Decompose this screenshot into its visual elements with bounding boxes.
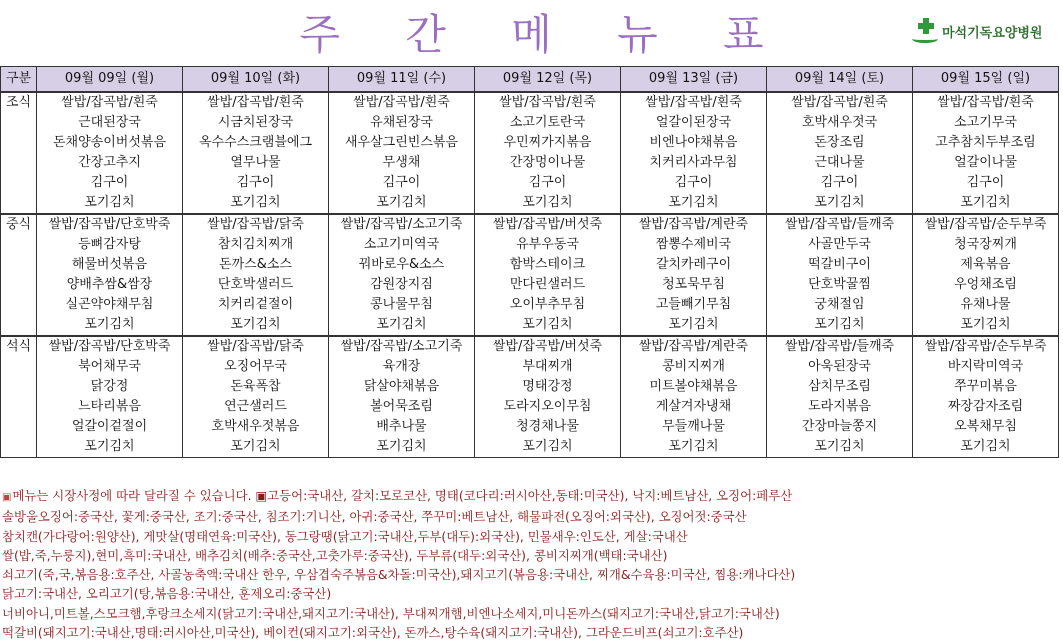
menu-cell: 오이부추무침 bbox=[475, 295, 621, 315]
note-line bbox=[2, 507, 1060, 526]
menu-cell: 쌀밥/잡곡밥/들깨죽 bbox=[767, 214, 913, 235]
menu-cell: 쌀밥/잡곡밥/흰죽 bbox=[37, 92, 183, 113]
menu-cell: 사골만두국 bbox=[767, 235, 913, 255]
menu-row bbox=[1, 275, 1059, 295]
menu-cell: 우민찌가지볶음 bbox=[475, 133, 621, 153]
menu-cell: 쭈꾸미볶음 bbox=[913, 377, 1059, 397]
note-line bbox=[2, 604, 1060, 623]
menu-row bbox=[1, 437, 1059, 458]
menu-cell: 간장마늘쫑지 bbox=[767, 417, 913, 437]
menu-cell: 김구이 bbox=[37, 173, 183, 193]
menu-cell: 옥수수스크램블에그 bbox=[183, 133, 329, 153]
menu-cell: 쌀밥/잡곡밥/버섯죽 bbox=[475, 214, 621, 235]
day-header: 09월 09일 (월) bbox=[37, 67, 183, 93]
note-text: 너비아니,미트볼,스모크햄,후랑크소세지(닭고기:국내산,돼지고기:국내산), 부대찌개햄,비엔나소세지,미니돈까스(돼지고기:국내산,닭고기:국내산) bbox=[2, 605, 780, 621]
menu-cell: 쌀밥/잡곡밥/흰죽 bbox=[183, 92, 329, 113]
menu-cell: 북어채무국 bbox=[37, 357, 183, 377]
menu-cell: 콩나물무침 bbox=[329, 295, 475, 315]
menu-cell: 함박스테이크 bbox=[475, 255, 621, 275]
menu-cell: 오복채무침 bbox=[913, 417, 1059, 437]
menu-cell: 명태강정 bbox=[475, 377, 621, 397]
note-line bbox=[2, 546, 1060, 565]
menu-cell: 유부우동국 bbox=[475, 235, 621, 255]
menu-cell: 쌀밥/잡곡밥/들깨죽 bbox=[767, 336, 913, 357]
day-header: 09월 12일 (목) bbox=[475, 67, 621, 93]
header-label: 구분 bbox=[1, 67, 37, 93]
menu-row bbox=[1, 295, 1059, 315]
note-text: 쇠고기(죽,국,볶음용:호주산, 사골농축액:국내산 한우, 우삼겹숙주볶음&차돌:미국산),돼지고기(볶음용:국내산, 찌개&수육용:미국산, 찜용:캐나다산) bbox=[2, 567, 796, 583]
menu-cell: 실곤약야채무침 bbox=[37, 295, 183, 315]
menu-cell: 무들깨나물 bbox=[621, 417, 767, 437]
menu-cell: 포기김치 bbox=[37, 193, 183, 214]
menu-cell: 돈장조림 bbox=[767, 133, 913, 153]
menu-cell: 삼치무조림 bbox=[767, 377, 913, 397]
menu-cell: 포기김치 bbox=[329, 315, 475, 336]
bullet-icon: ▣ bbox=[2, 492, 12, 503]
meal-label: 석식 bbox=[1, 336, 37, 458]
menu-cell: 만다린샐러드 bbox=[475, 275, 621, 295]
menu-cell: 쌀밥/잡곡밥/흰죽 bbox=[475, 92, 621, 113]
menu-cell: 돈채양송이버섯볶음 bbox=[37, 133, 183, 153]
note-text: 메뉴는 시장사정에 따라 달라질 수 있습니다. ▣고등어:국내산, 갈치:모로코산, 명태(코다리:러시아산,동태:미국산), 낙지:베트남산, 오징어:페루산 bbox=[12, 488, 793, 503]
day-header: 09월 15일 (일) bbox=[913, 67, 1059, 93]
menu-cell: 닭강정 bbox=[37, 377, 183, 397]
menu-cell: 비엔나야채볶음 bbox=[621, 133, 767, 153]
menu-cell: 궁채절임 bbox=[767, 295, 913, 315]
menu-cell: 육개장 bbox=[329, 357, 475, 377]
menu-cell: 짜장감자조림 bbox=[913, 397, 1059, 417]
menu-cell: 쌀밥/잡곡밥/흰죽 bbox=[913, 92, 1059, 113]
page-title: 주 간 메 뉴 표 bbox=[299, 10, 790, 59]
menu-cell: 무생채 bbox=[329, 153, 475, 173]
menu-row bbox=[1, 173, 1059, 193]
menu-cell: 쌀밥/잡곡밥/계란죽 bbox=[621, 336, 767, 357]
menu-cell: 열무나물 bbox=[183, 153, 329, 173]
menu-cell: 유채나물 bbox=[913, 295, 1059, 315]
menu-cell: 짬뽕수제비국 bbox=[621, 235, 767, 255]
menu-cell: 소고기미역국 bbox=[329, 235, 475, 255]
menu-row bbox=[1, 417, 1059, 437]
menu-cell: 배추나물 bbox=[329, 417, 475, 437]
menu-cell: 바지락미역국 bbox=[913, 357, 1059, 377]
menu-row bbox=[1, 133, 1059, 153]
menu-cell: 쌀밥/잡곡밥/닭죽 bbox=[183, 336, 329, 357]
menu-cell: 김구이 bbox=[475, 173, 621, 193]
note-text: 솔방울오징어:중국산, 꽃게:중국산, 조기:중국산, 침조기:기니산, 아귀:중국산, 쭈꾸미:베트남산, 해물파전(오징어:외국산), 오징어젓:중국산 bbox=[2, 509, 747, 525]
menu-cell: 치커리사과무침 bbox=[621, 153, 767, 173]
note-text: 떡갈비(돼지고기:국내산,명태:러시아산,미국산), 베이컨(돼지고기:외국산), 돈까스,탕수육(돼지고기:국내산), 그라운드비프(쇠고기:호주산) bbox=[2, 625, 744, 641]
day-header: 09월 11일 (수) bbox=[329, 67, 475, 93]
menu-cell: 등뼈감자탕 bbox=[37, 235, 183, 255]
menu-cell: 치커리겉절이 bbox=[183, 295, 329, 315]
menu-row bbox=[1, 153, 1059, 173]
menu-cell: 포기김치 bbox=[329, 437, 475, 458]
menu-cell: 도라지오이무침 bbox=[475, 397, 621, 417]
menu-row bbox=[1, 113, 1059, 133]
menu-row bbox=[1, 357, 1059, 377]
menu-cell: 쌀밥/잡곡밥/계란죽 bbox=[621, 214, 767, 235]
menu-cell: 볼어묵조림 bbox=[329, 397, 475, 417]
menu-cell: 꿔바로우&소스 bbox=[329, 255, 475, 275]
cross-logo-icon bbox=[912, 18, 940, 44]
menu-cell: 포기김치 bbox=[913, 315, 1059, 336]
menu-cell: 포기김치 bbox=[913, 437, 1059, 458]
menu-cell: 호박새우젓국 bbox=[767, 113, 913, 133]
menu-row bbox=[1, 235, 1059, 255]
menu-cell: 김구이 bbox=[183, 173, 329, 193]
menu-row bbox=[1, 193, 1059, 214]
menu-cell: 포기김치 bbox=[767, 315, 913, 336]
menu-cell: 양배추쌈&쌈장 bbox=[37, 275, 183, 295]
menu-cell: 돈까스&소스 bbox=[183, 255, 329, 275]
menu-cell: 김구이 bbox=[621, 173, 767, 193]
menu-cell: 연근샐러드 bbox=[183, 397, 329, 417]
menu-cell: 아욱된장국 bbox=[767, 357, 913, 377]
menu-cell: 제육볶음 bbox=[913, 255, 1059, 275]
menu-row bbox=[1, 397, 1059, 417]
menu-cell: 포기김치 bbox=[183, 193, 329, 214]
day-header: 09월 10일 (화) bbox=[183, 67, 329, 93]
menu-cell: 쌀밥/잡곡밥/순두부죽 bbox=[913, 214, 1059, 235]
menu-cell: 우엉채조림 bbox=[913, 275, 1059, 295]
menu-cell: 고추참치두부조림 bbox=[913, 133, 1059, 153]
meal-label: 중식 bbox=[1, 214, 37, 336]
menu-cell: 돈육폭찹 bbox=[183, 377, 329, 397]
menu-cell: 쌀밥/잡곡밥/흰죽 bbox=[621, 92, 767, 113]
menu-cell: 포기김치 bbox=[329, 193, 475, 214]
menu-cell: 포기김치 bbox=[767, 437, 913, 458]
menu-cell: 포기김치 bbox=[475, 437, 621, 458]
note-line bbox=[2, 584, 1060, 603]
menu-cell: 쌀밥/잡곡밥/단호박죽 bbox=[37, 336, 183, 357]
menu-cell: 쌀밥/잡곡밥/흰죽 bbox=[767, 92, 913, 113]
header-row bbox=[1, 67, 1059, 93]
menu-cell: 시금치된장국 bbox=[183, 113, 329, 133]
menu-cell: 소고기토란국 bbox=[475, 113, 621, 133]
menu-cell: 해물버섯볶음 bbox=[37, 255, 183, 275]
menu-cell: 쌀밥/잡곡밥/단호박죽 bbox=[37, 214, 183, 235]
menu-cell: 김구이 bbox=[329, 173, 475, 193]
menu-cell: 쌀밥/잡곡밥/흰죽 bbox=[329, 92, 475, 113]
menu-cell: 부대찌개 bbox=[475, 357, 621, 377]
note-line bbox=[2, 486, 1060, 507]
menu-cell: 참치김치찌개 bbox=[183, 235, 329, 255]
menu-row bbox=[1, 336, 1059, 357]
menu-row bbox=[1, 214, 1059, 235]
menu-cell: 오징어무국 bbox=[183, 357, 329, 377]
menu-cell: 청포묵무침 bbox=[621, 275, 767, 295]
menu-cell: 포기김치 bbox=[37, 437, 183, 458]
menu-cell: 쌀밥/잡곡밥/순두부죽 bbox=[913, 336, 1059, 357]
menu-cell: 포기김치 bbox=[475, 315, 621, 336]
menu-cell: 쌀밥/잡곡밥/버섯죽 bbox=[475, 336, 621, 357]
menu-cell: 간장고추지 bbox=[37, 153, 183, 173]
menu-cell: 포기김치 bbox=[621, 315, 767, 336]
menu-cell: 소고기무국 bbox=[913, 113, 1059, 133]
menu-row bbox=[1, 92, 1059, 113]
menu-cell: 포기김치 bbox=[37, 315, 183, 336]
note-text: 참치캔(가다랑어:원양산), 게맛살(명태연육:미국산), 동그랑땡(닭고기:국내산,두부(대두):외국산), 민물새우:인도산, 게살:국내산 bbox=[2, 528, 688, 544]
menu-cell: 호박새우젓볶음 bbox=[183, 417, 329, 437]
origin-notes bbox=[2, 486, 1060, 642]
note-line bbox=[2, 565, 1060, 584]
note-text: 쌀(밥,죽,누룽지),현미,흑미:국내산, 배추김치(배추:중국산,고춧가루:중국산), 두부류(대두:외국산), 콩비지찌개(백태:국내산) bbox=[2, 547, 668, 563]
menu-cell: 김구이 bbox=[767, 173, 913, 193]
menu-cell: 얼갈이나물 bbox=[913, 153, 1059, 173]
menu-cell: 포기김치 bbox=[183, 437, 329, 458]
weekly-menu-table bbox=[0, 66, 1059, 458]
menu-cell: 떡갈비구이 bbox=[767, 255, 913, 275]
menu-cell: 근대된장국 bbox=[37, 113, 183, 133]
note-line bbox=[2, 527, 1060, 546]
menu-cell: 느타리볶음 bbox=[37, 397, 183, 417]
note-text: 닭고기:국내산, 오리고기(탕,볶음용:국내산, 훈제오리:중국산) bbox=[2, 586, 332, 602]
hospital-logo bbox=[912, 18, 1042, 44]
menu-cell: 콩비지찌개 bbox=[621, 357, 767, 377]
menu-cell: 간장멍이나물 bbox=[475, 153, 621, 173]
menu-cell: 새우살그린빈스볶음 bbox=[329, 133, 475, 153]
menu-cell: 게살겨자냉채 bbox=[621, 397, 767, 417]
menu-cell: 포기김치 bbox=[767, 193, 913, 214]
note-line bbox=[2, 623, 1060, 642]
menu-cell: 유채된장국 bbox=[329, 113, 475, 133]
menu-cell: 얼갈이겉절이 bbox=[37, 417, 183, 437]
menu-cell: 포기김치 bbox=[621, 193, 767, 214]
menu-cell: 고들빼기무침 bbox=[621, 295, 767, 315]
menu-cell: 쌀밥/잡곡밥/소고기죽 bbox=[329, 336, 475, 357]
menu-cell: 포기김치 bbox=[183, 315, 329, 336]
menu-cell: 쌀밥/잡곡밥/소고기죽 bbox=[329, 214, 475, 235]
menu-cell: 닭살야채볶음 bbox=[329, 377, 475, 397]
menu-cell: 감원장지짐 bbox=[329, 275, 475, 295]
day-header: 09월 14일 (토) bbox=[767, 67, 913, 93]
menu-cell: 도라지볶음 bbox=[767, 397, 913, 417]
meal-label: 조식 bbox=[1, 92, 37, 214]
menu-cell: 근대나물 bbox=[767, 153, 913, 173]
menu-cell: 미트볼야채볶음 bbox=[621, 377, 767, 397]
menu-cell: 포기김치 bbox=[913, 193, 1059, 214]
menu-cell: 포기김치 bbox=[621, 437, 767, 458]
menu-cell: 청국장찌개 bbox=[913, 235, 1059, 255]
menu-cell: 단호박샐러드 bbox=[183, 275, 329, 295]
menu-cell: 얼갈이된장국 bbox=[621, 113, 767, 133]
menu-cell: 갈치카레구이 bbox=[621, 255, 767, 275]
menu-row bbox=[1, 377, 1059, 397]
menu-row bbox=[1, 315, 1059, 336]
menu-row bbox=[1, 255, 1059, 275]
menu-cell: 쌀밥/잡곡밥/닭죽 bbox=[183, 214, 329, 235]
day-header: 09월 13일 (금) bbox=[621, 67, 767, 93]
menu-cell: 단호박꿀찜 bbox=[767, 275, 913, 295]
menu-cell: 청경채나물 bbox=[475, 417, 621, 437]
menu-cell: 김구이 bbox=[913, 173, 1059, 193]
hospital-name: 마석기독요양병원 bbox=[942, 25, 1043, 41]
menu-cell: 포기김치 bbox=[475, 193, 621, 214]
